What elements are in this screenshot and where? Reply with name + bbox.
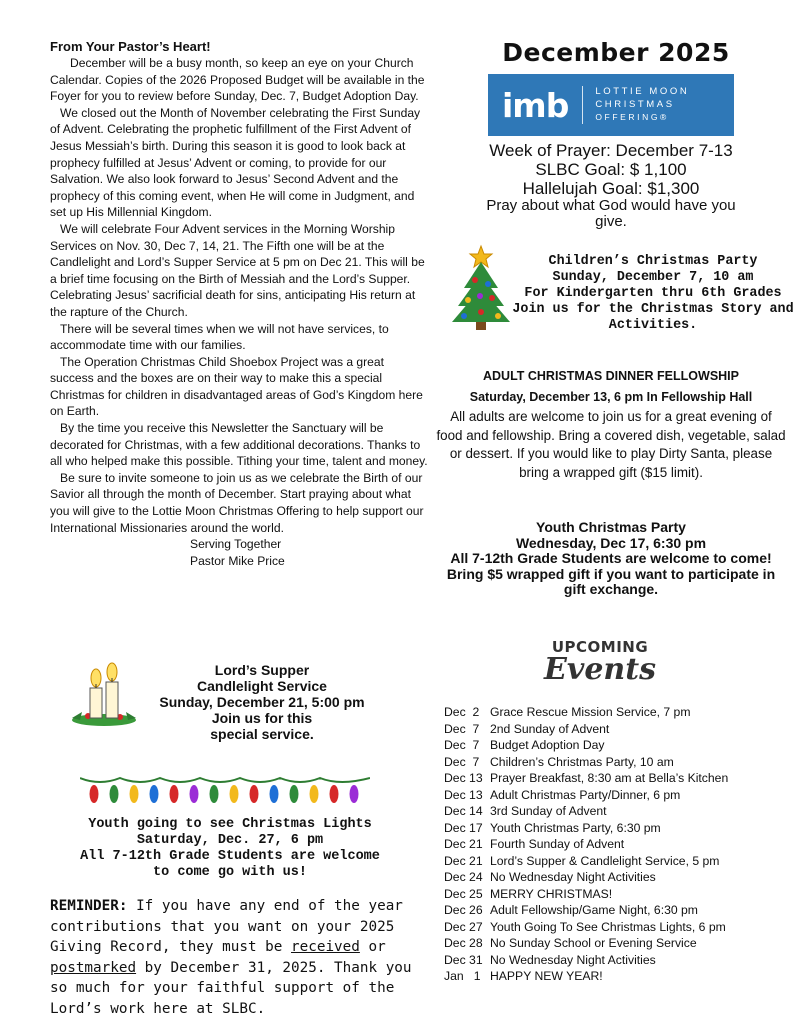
month-title: December 2025	[502, 38, 730, 67]
event-date: Dec 28	[444, 936, 483, 950]
event-date: Dec 21	[444, 853, 483, 868]
adult-christmas-dinner	[436, 366, 786, 482]
event-date: Dec 25	[444, 886, 483, 901]
pastor-paragraph: By the time you receive this Newsletter the Sanctuary will be decorated for Christmas, with a few additional decorations. Thanks to all who helped make this possible. Tithing your time, talent and money.	[50, 421, 428, 469]
event-description: Youth Christmas Party, 6:30 pm	[490, 820, 661, 835]
event-row	[444, 952, 789, 969]
imb-logo-line: LOTTIE MOON	[595, 86, 690, 98]
adult-dinner-title: ADULT CHRISTMAS DINNER FELLOWSHIP	[482, 369, 739, 383]
event-date: Dec 13	[444, 787, 483, 802]
event-row	[444, 803, 789, 820]
youth-party-date: Wednesday, Dec 17, 6:30 pm	[515, 534, 707, 551]
kids-party-title: Children’s Christmas Party	[548, 254, 758, 269]
lords-supper-subtitle: Candlelight Service	[197, 678, 327, 694]
week-of-prayer: Week of Prayer: December 7-13	[489, 141, 733, 160]
event-date: Dec 24	[444, 870, 483, 884]
kids-party-grades: For Kindergarten thru 6th Grades	[524, 286, 782, 301]
upcoming-word: UPCOMING	[551, 638, 649, 656]
event-date: Dec 14	[444, 804, 483, 818]
pastor-letter	[50, 38, 428, 569]
event-description: Grace Rescue Mission Service, 7 pm	[490, 705, 691, 719]
event-description: No Wednesday Night Activities	[490, 870, 656, 884]
lords-supper-date: Sunday, December 21, 5:00 pm	[159, 694, 365, 710]
youth-christmas-party	[436, 520, 786, 598]
event-date: Dec 7	[444, 721, 480, 736]
event-row	[444, 836, 789, 853]
reminder-or: or	[359, 939, 386, 955]
reminder-received: received	[291, 939, 360, 955]
event-description: MERRY CHRISTMAS!	[490, 886, 613, 901]
reminder-label: REMINDER:	[50, 898, 128, 914]
event-description: No Wednesday Night Activities	[490, 952, 656, 967]
pastor-paragraph: We will celebrate Four Advent services in the Morning Worship Services on Nov. 30, Dec 7, 14, 21. The Fifth one will be at the Candlelight and Lord’s Supper Service at 5 pm on Dec 21. This will be a brief time focusing on the Birth of Messiah and the Lord’s Supper. Celebrating Jesus’ sacrificial death for sins, anticipating His return at the rapture of the Church.	[50, 221, 425, 319]
adult-dinner-body: All adults are welcome to join us for a great evening of food and fellowship. Bring a covered dish, vegetable, salad or dessert. If you would like to play Dirty Santa, please bring a wrapped gift ($15 limit).	[436, 409, 786, 480]
slbc-goal: SLBC Goal: $ 1,100	[535, 160, 687, 179]
imb-lottie-moon-logo	[488, 74, 734, 136]
event-date: Dec 26	[444, 903, 483, 917]
event-row	[444, 770, 789, 787]
event-date: Dec 17	[444, 820, 483, 835]
event-row	[444, 754, 789, 771]
event-date: Dec 7	[444, 754, 480, 769]
lords-supper-title: Lord’s Supper	[214, 662, 310, 678]
event-date: Dec 27	[444, 919, 483, 934]
event-date: Dec 7	[444, 738, 480, 752]
giving-reminder	[50, 896, 420, 1019]
lights-trip-date: Saturday, Dec. 27, 6 pm	[136, 833, 324, 848]
lords-supper-invite-2: special service.	[210, 726, 314, 742]
upcoming-events-heading	[540, 638, 660, 692]
candles-icon	[66, 660, 142, 730]
lottie-moon-goals	[436, 141, 786, 230]
adult-dinner-date: Saturday, December 13, 6 pm In Fellowship Hall	[469, 390, 753, 404]
christmas-lights-icon	[80, 770, 370, 810]
lords-supper-invite: Join us for this	[211, 710, 313, 726]
event-row	[444, 968, 789, 985]
event-row	[444, 787, 789, 804]
event-row	[444, 935, 789, 952]
reminder-postmarked: postmarked	[50, 959, 137, 976]
event-date: Jan 1	[444, 969, 481, 983]
youth-party-title: Youth Christmas Party	[536, 519, 686, 535]
lights-trip-grades: All 7-12th Grade Students are welcome	[80, 849, 380, 864]
imb-logo-line: OFFERING®	[595, 112, 669, 123]
prayer-note: Pray about what God would have you give.	[486, 197, 736, 230]
kids-party-date: Sunday, December 7, 10 am	[552, 270, 754, 285]
events-word: Events	[544, 652, 656, 687]
pastor-heading: From Your Pastor’s Heart!	[50, 39, 211, 54]
event-description: Lord’s Supper & Candlelight Service, 5 pm	[490, 853, 720, 868]
event-description: Adult Fellowship/Game Night, 6:30 pm	[490, 903, 698, 917]
event-row	[444, 902, 789, 919]
event-row	[444, 853, 789, 870]
event-description: Budget Adoption Day	[490, 738, 605, 752]
event-row	[444, 721, 789, 738]
event-description: Fourth Sunday of Advent	[490, 837, 625, 851]
christmas-tree-icon	[450, 240, 512, 330]
event-row	[444, 886, 789, 903]
event-date: Dec 2	[444, 705, 480, 719]
kids-party-invite: Join us for the Christmas Story and Activities.	[512, 302, 794, 333]
lights-trip-invite: to come go with us!	[153, 865, 307, 880]
event-description: No Sunday School or Evening Service	[490, 936, 697, 950]
pastor-paragraph: December will be a busy month, so keep an eye on your Church Calendar. Copies of the 2026 Proposed Budget will be available in the Foyer for you to review before Sunday, Dec. 7, Budget Adoption Day.	[50, 56, 425, 104]
event-row	[444, 820, 789, 837]
event-date: Dec 13	[444, 771, 483, 785]
event-description: Adult Christmas Party/Dinner, 6 pm	[490, 787, 681, 802]
event-description: 3rd Sunday of Advent	[490, 804, 607, 818]
childrens-christmas-party	[508, 254, 798, 334]
lords-supper-service	[140, 662, 384, 742]
imb-logo-subtitle	[595, 86, 689, 124]
imb-logo-line: CHRISTMAS	[595, 98, 675, 110]
christmas-lights-trip	[50, 817, 410, 881]
youth-party-details: All 7-12th Grade Students are welcome to come! Bring $5 wrapped gift if you want to participate in gift exchange.	[446, 550, 776, 597]
event-description: 2nd Sunday of Advent	[490, 721, 610, 736]
reminder-text: If you have any end of the year contributions that you want on your 2025 Giving Record, they must be	[50, 898, 403, 955]
pastor-paragraph: Be sure to invite someone to join us as we celebrate the Birth of our Savior all through the month of December. Start praying about what you will give to the Lottie Moon Christmas Offering to help support our International Missionaries around the world.	[50, 470, 424, 535]
events-list	[444, 704, 789, 985]
event-description: Children’s Christmas Party, 10 am	[490, 754, 674, 769]
pastor-paragraph: There will be several times when we will not have services, to accommodate time with our families.	[50, 321, 389, 353]
event-row	[444, 919, 789, 936]
pastor-closing: Serving Together	[190, 537, 282, 552]
imb-logo-mark: imb	[502, 85, 569, 125]
event-date: Dec 21	[444, 837, 483, 851]
reminder-text-2: by December 31, 2025. Thank you so much for your faithful support of the Lord’s work here at SLBC.	[50, 959, 412, 1017]
event-date: Dec 31	[444, 952, 483, 967]
event-row	[444, 737, 789, 754]
lights-trip-title: Youth going to see Christmas Lights	[88, 817, 372, 832]
hallelujah-goal: Hallelujah Goal: $1,300	[522, 179, 700, 198]
event-description: Prayer Breakfast, 8:30 am at Bella’s Kitchen	[490, 771, 729, 785]
event-description: Youth Going To See Christmas Lights, 6 pm	[490, 919, 726, 934]
pastor-paragraph: The Operation Christmas Child Shoebox Project was a great success and the boxes are on their way to make this a special Christmas for children in disadvantaged areas of God’s Kingdom here on Earth.	[50, 354, 423, 419]
event-description: HAPPY NEW YEAR!	[490, 969, 603, 983]
pastor-paragraph: We closed out the Month of November celebrating the First Sunday of Advent. Celebrating the prophetic fulfillment of the First Advent of Jesus Messiah’s birth. During this season it is good to look back at prophecy fulfilled at Jesus’ Advent or coming, to provide for our Salvation. We also look forward to Jesus’ Second Advent and the prophecy of this coming event, when He will come in Judgment, and set up His Millennial Kingdom.	[50, 105, 421, 220]
event-row	[444, 869, 789, 886]
event-row	[444, 704, 789, 721]
logo-divider	[582, 86, 583, 124]
pastor-signature: Pastor Mike Price	[190, 553, 285, 568]
